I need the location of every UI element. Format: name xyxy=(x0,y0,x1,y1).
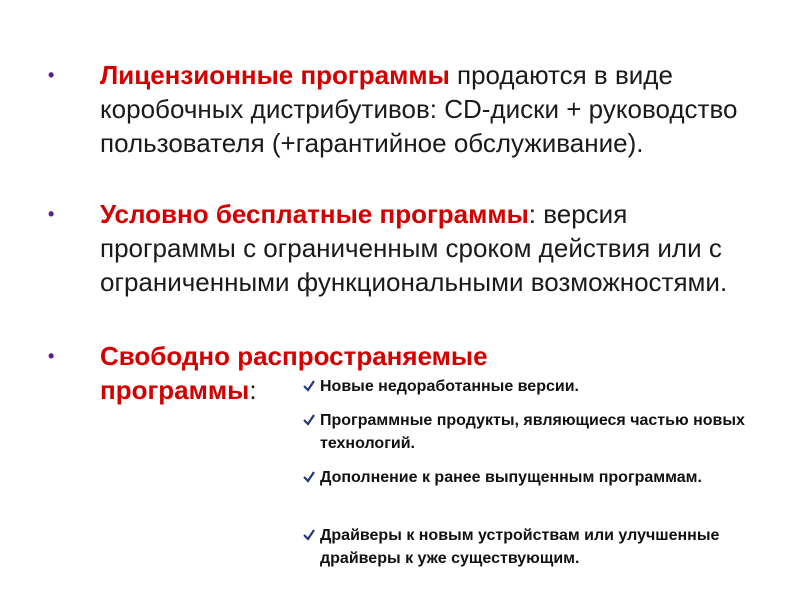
check-arrow-icon xyxy=(302,413,316,427)
sub-item: Драйверы к новым устройствам или улучшенные драйверы к уже существующим. xyxy=(320,527,720,567)
check-arrow-icon xyxy=(302,470,316,484)
bullet-shareware xyxy=(100,197,740,299)
bullet-text: : версия программы с ограниченным сроком действия или с ограниченными функциональными возможностями. xyxy=(100,199,728,297)
check-arrow-icon xyxy=(302,379,316,393)
sub-item: Программные продукты, являющиеся частью новых технологий. xyxy=(320,412,745,452)
bullet-licensed xyxy=(100,58,740,160)
bullet-text: : xyxy=(249,375,257,405)
bullet-dot-icon: • xyxy=(48,65,55,85)
bullet-dot-icon: • xyxy=(48,346,55,366)
sub-item: Новые недоработанные версии. xyxy=(320,378,579,395)
bullet-highlight: Свободно распространяемые программы xyxy=(100,341,488,405)
bullet-dot-icon: • xyxy=(48,204,55,224)
bullet-highlight: Лицензионные программы xyxy=(100,60,450,90)
sub-item: Дополнение к ранее выпущенным программам. xyxy=(320,469,702,486)
bullet-text: продаются в виде коробочных дистрибутивов: CD-диски + руководство пользователя (+гарантийное обслуживание). xyxy=(100,60,738,158)
bullet-highlight: Условно бесплатные программы xyxy=(100,199,529,229)
check-arrow-icon xyxy=(302,528,316,542)
